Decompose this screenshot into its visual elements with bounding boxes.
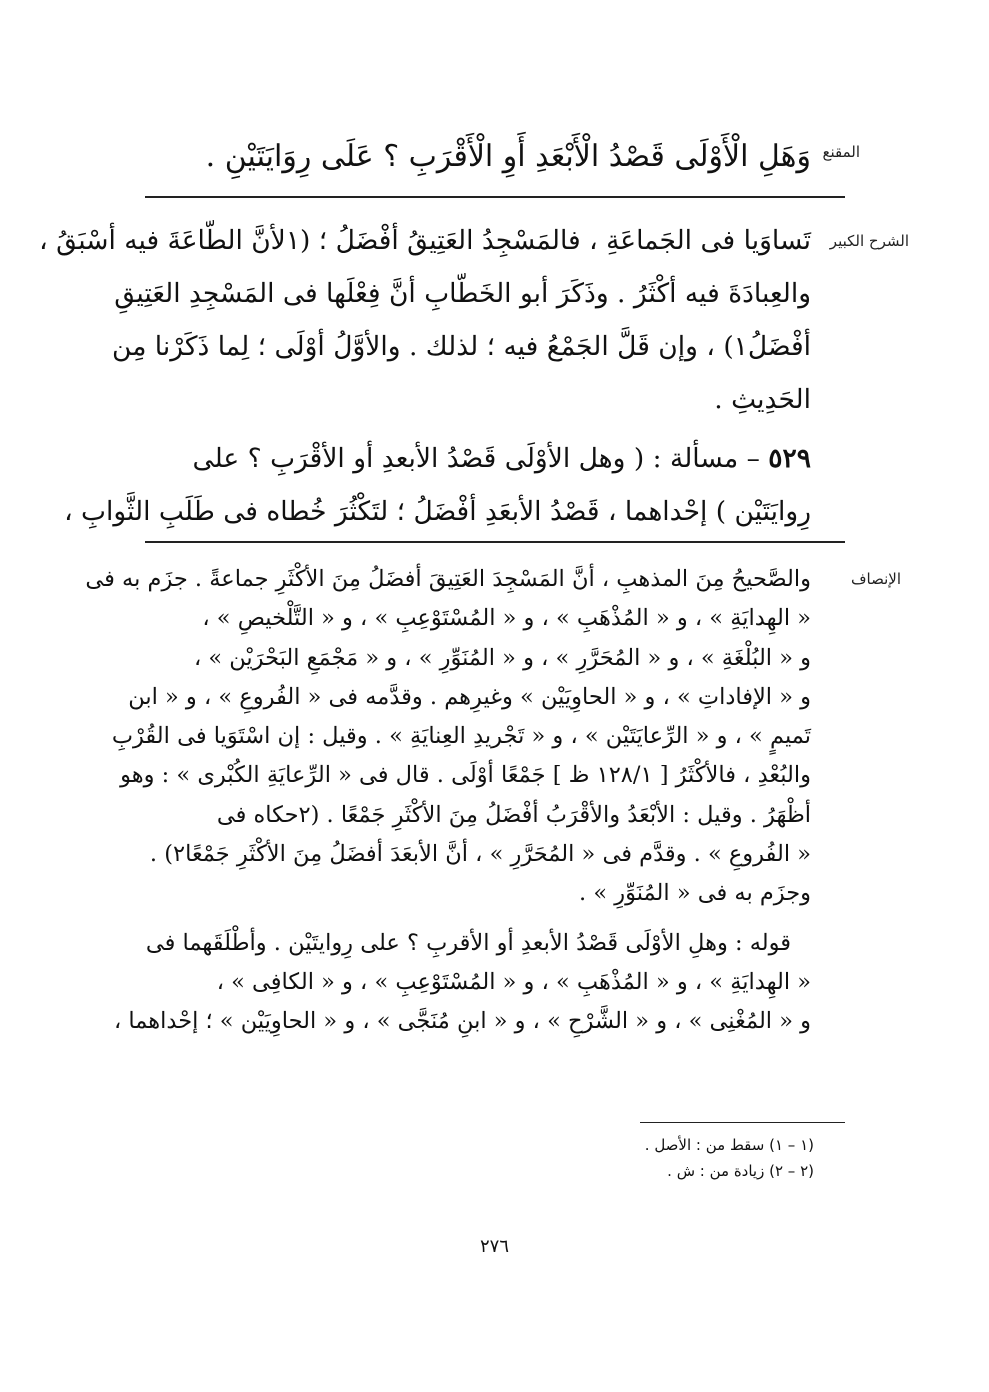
masala-number: ٥٢٩ [768,443,811,474]
insaf-line: وجزَم به فى « المُنَوِّرِ » . [579,880,811,907]
sharh-text [39,214,811,538]
muqni-text [91,133,811,181]
section-label-insaf: الإنصاف [850,570,901,588]
paragraph-gap [116,914,811,924]
masala-line: رِوايَتَيْن ) إحْداهما ، قَصْدُ الأبعَدِ أفْضَلُ ؛ لتَكْثُرَ خُطاه فى طَلَبِ الثَّوابِ ، [64,496,811,527]
insaf-line: « الهِدايَةِ » ، و « المُذْهَبِ » ، و « المُسْتَوْعِبِ » ، و « الكافِى » ، [216,968,811,995]
section-label-sharh: الشرح الكبير [829,232,909,250]
muqni-line: وَهَلِ الْأَوْلَى قَصْدُ الْأَبْعَدِ أَوِ الْأَقْرَبِ ؟ عَلَى رِوَايَتَيْنِ . [205,139,811,174]
insaf-line: و « البُلْغَةِ » ، و « المُحَرَّرِ » ، و « المُنَوِّرِ » ، و « مَجْمَعِ البَحْرَيْن » ، [193,644,811,671]
insaf-line: « الفُروعِ » . وقدَّم فى « المُحَرَّرِ » ، أنَّ الأبعَدَ أفضَلُ مِنَ الأكْثَرِ جَمْعًا٢) . [149,841,811,868]
insaf-line: و « المُغْنِى » ، و « الشَّرْحِ » ، و « ابنِ مُنَجَّى » ، و « الحاوِيَيْن » ؛ إحْداهما ، [113,1008,811,1035]
footnote-divider [640,1122,845,1123]
divider-middle [145,541,845,543]
sharh-line: تَساوَيا فى الجَماعَةِ ، فالمَسْجِدُ العَتِيقُ أفْضَلُ ؛ (١لأنَّ الطّاعَةَ فيه أسْبَقُ ، [39,225,811,256]
section-label-muqni: المقنع [822,143,860,161]
footnotes [214,1132,814,1184]
sharh-line: والعِبادَةَ فيه أكْثَرُ . وذَكَرَ أبو الخَطّابِ أنَّ فِعْلَها فى المَسْجِدِ العَتِيقِ [114,278,811,309]
insaf-line: والبُعْدِ ، فالأكْثَرُ [ ١٢٨/١ ظ ] جَمْعًا أوْلَى . قال فى « الرِّعايَةِ الكُبْرى » : وهو [120,762,811,789]
sharh-line: أفْضَلُ١) ، وإن قَلَّ الجَمْعُ فيه ؛ لذلك . والأوَّلُ أوْلَى ؛ لِما ذَكَرْنا مِن [112,331,811,362]
insaf-line: « الهِدايَةِ » ، و « المُذْهَبِ » ، و « المُسْتَوْعِبِ » ، و « التَّلْخيصِ » ، [202,605,811,632]
insaf-text [85,560,811,1042]
footnote: (١ – ١) سقط من : الأصل . [644,1136,814,1154]
divider-top [145,196,845,198]
insaf-line: قوله : وهلِ الأوْلَى قَصْدُ الأبعدِ أو الأقربِ ؟ على رِوايتَيْن . وأطْلَقَهما فى [145,929,791,956]
footnote: (٢ – ٢) زيادة من : ش . [667,1162,814,1180]
insaf-line: والصَّحيحُ مِنَ المذهبِ ، أنَّ المَسْجِدَ العَتِيقَ أفضَلُ مِنَ الأكْثَرِ جماعةً . جزَم به فى [85,566,811,592]
insaf-line: أظْهَرُ . وقيل : الأبْعَدُ والأقْرَبُ أفْضَلُ مِنَ الأكْثَرِ جَمْعًا . (٢حكاه فى [216,801,811,828]
insaf-line: و « الإفاداتِ » ، و « الحاوِيَيْن » وغيرِهم . وقدَّمه فى « الفُروعِ » ، و « ابن [128,683,811,710]
insaf-line: تَميمٍ » ، و « الرِّعايَتَيْن » ، و « تَجْريدِ العِنايَةِ » . وقيل : إن اسْتَوَيا فى القُرْبِ [111,723,811,750]
sharh-line: الحَدِيثِ . [714,384,811,415]
masala-line-text: – مسألة : ( وهل الأوْلَى قَصْدُ الأبعدِ أو الأقْرَبِ ؟ على [192,443,760,474]
page-number: ٢٧٦ [479,1236,509,1257]
masala-line [116,432,811,485]
